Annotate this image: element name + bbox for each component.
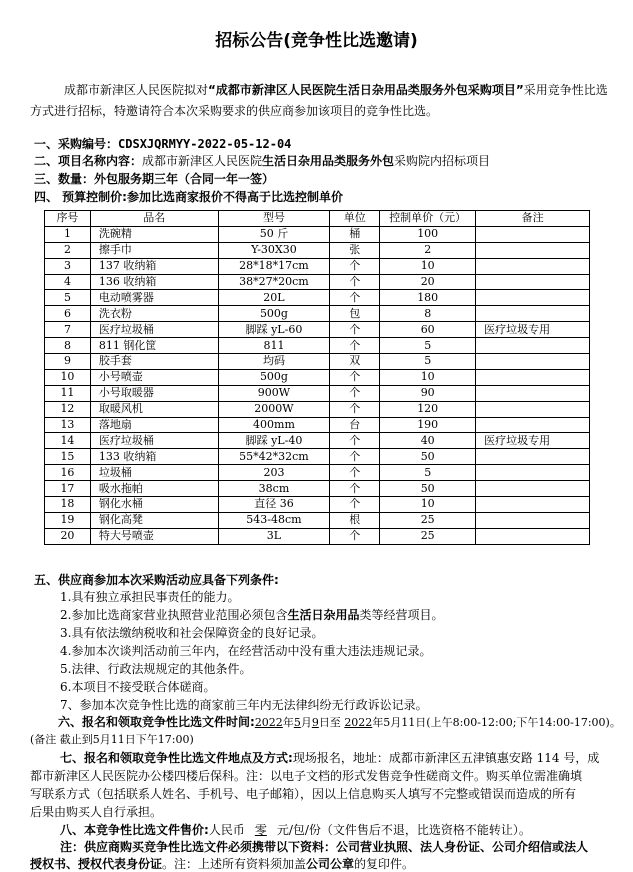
cell-note <box>476 481 590 497</box>
cell-price: 60 <box>380 322 476 338</box>
cell-unit: 台 <box>330 417 380 433</box>
cell-name: 小号取暖器 <box>90 385 218 401</box>
page-title: 招标公告(竞争性比选邀请) <box>215 31 418 51</box>
start-month-unit: 月 <box>300 716 312 729</box>
cell-price: 10 <box>380 497 476 513</box>
cell-no: 7 <box>45 322 91 338</box>
cell-note <box>476 242 590 258</box>
cell-model: 3L <box>218 528 330 544</box>
cell-model: 脚踩 yL-40 <box>218 433 330 449</box>
cell-name: 137 收纳箱 <box>90 258 218 274</box>
requirement-2-bold: 生活日杂用品 <box>287 608 360 622</box>
cell-model: 55*42*32cm <box>218 449 330 465</box>
cell-name: 擦手巾 <box>90 242 218 258</box>
section-2 <box>34 152 490 169</box>
cell-no: 20 <box>45 528 91 544</box>
section-9-bold1: 授权书、授权代表身份证 <box>30 857 163 871</box>
cell-unit: 个 <box>330 258 380 274</box>
cell-name: 811 钢化筐 <box>90 338 218 354</box>
cell-unit: 个 <box>330 449 380 465</box>
col-header-no: 序号 <box>45 211 91 227</box>
cell-no: 6 <box>45 306 91 322</box>
cell-price: 90 <box>380 385 476 401</box>
cell-price: 100 <box>380 226 476 242</box>
cell-note: 医疗垃圾专用 <box>476 322 590 338</box>
requirement-4: 4.参加本次谈判活动前三年内，在经营活动中没有重大违法违规记录。 <box>60 644 432 658</box>
cell-unit: 个 <box>330 528 380 544</box>
table-row <box>45 322 590 338</box>
table-row <box>45 385 590 401</box>
table-row <box>45 242 590 258</box>
requirement-7: 7、参加本次竞争性比选的商家前三年内无法律纠纷无行政诉讼记录。 <box>60 698 428 712</box>
cell-price: 8 <box>380 306 476 322</box>
cell-unit: 个 <box>330 338 380 354</box>
cell-note <box>476 401 590 417</box>
cell-unit: 个 <box>330 385 380 401</box>
col-header-note: 备注 <box>476 211 590 227</box>
start-year-unit: 年 <box>282 716 294 729</box>
price-pre: 人民币 <box>208 823 245 837</box>
start-year: 2022 <box>254 716 283 729</box>
cell-price: 10 <box>380 369 476 385</box>
cell-model: 203 <box>218 465 330 481</box>
section-5-label: 五、供应商参加本次采购活动应具备下列条件: <box>34 573 279 587</box>
cell-price: 25 <box>380 528 476 544</box>
section-1 <box>34 135 291 152</box>
cell-name: 医疗垃圾桶 <box>90 322 218 338</box>
project-pre: 成都市新津区人民医院 <box>142 154 263 168</box>
cell-note <box>476 306 590 322</box>
cell-no: 18 <box>45 497 91 513</box>
cell-model: 50 斤 <box>218 226 330 242</box>
cell-model: 811 <box>218 338 330 354</box>
section-6-note: (备注 截止到5月11日下午17:00) <box>30 733 194 746</box>
section-4: 四、 预算控制价:参加比选商家报价不得高于比选控制单价 <box>34 190 343 204</box>
cell-note <box>476 258 590 274</box>
requirement-2-pre: 2.参加比选商家营业执照营业范围必须包含 <box>60 608 288 622</box>
intro-project-name: “成都市新津区人民医院生活日杂用品类服务外包采购项目” <box>208 83 524 97</box>
section-7-line4: 后果由购买人自行承担。 <box>30 805 163 819</box>
section-6 <box>58 713 621 730</box>
cell-name: 钢化水桶 <box>90 497 218 513</box>
cell-no: 1 <box>45 226 91 242</box>
price-post: 元/包/份（文件售后不退，比选资格不能转让）。 <box>276 823 531 837</box>
cell-no: 9 <box>45 354 91 370</box>
section-1-label: 一、采购编号： <box>34 137 119 151</box>
cell-price: 180 <box>380 290 476 306</box>
cell-price: 25 <box>380 512 476 528</box>
cell-note <box>476 449 590 465</box>
cell-no: 2 <box>45 242 91 258</box>
cell-no: 12 <box>45 401 91 417</box>
cell-name: 洗碗精 <box>90 226 218 242</box>
cell-name: 取暖风机 <box>90 401 218 417</box>
cell-unit: 包 <box>330 306 380 322</box>
cell-note <box>476 274 590 290</box>
cell-price: 120 <box>380 401 476 417</box>
cell-name: 133 收纳箱 <box>90 449 218 465</box>
price-value: 零 <box>254 823 267 837</box>
cell-model: 脚踩 yL-60 <box>218 322 330 338</box>
cell-note <box>476 528 590 544</box>
cell-note <box>476 290 590 306</box>
cell-price: 50 <box>380 481 476 497</box>
cell-no: 14 <box>45 433 91 449</box>
col-header-model: 型号 <box>218 211 330 227</box>
cell-name: 洗衣粉 <box>90 306 218 322</box>
cell-price: 5 <box>380 465 476 481</box>
cell-model: 直径 36 <box>218 497 330 513</box>
table-row <box>45 354 590 370</box>
table-row <box>45 512 590 528</box>
section-3: 三、数量：外包服务期三年（合同一年一签） <box>34 172 275 186</box>
start-month: 5 <box>293 716 301 729</box>
intro-paragraph <box>30 80 610 122</box>
cell-no: 15 <box>45 449 91 465</box>
cell-price: 5 <box>380 354 476 370</box>
cell-note <box>476 385 590 401</box>
section-9-line2 <box>30 855 414 872</box>
cell-note <box>476 226 590 242</box>
section-7-line3: 写联系方式（包括联系人姓名、手机号、电子邮箱），因以上信息购买人填写不完整或错误而造成的所有 <box>30 787 577 801</box>
section-9-mid: 。注：上述所有资料须加盖 <box>162 857 307 871</box>
cell-unit: 个 <box>330 465 380 481</box>
cell-unit: 张 <box>330 242 380 258</box>
cell-unit: 桶 <box>330 226 380 242</box>
cell-price: 190 <box>380 417 476 433</box>
cell-no: 13 <box>45 417 91 433</box>
cell-no: 10 <box>45 369 91 385</box>
cell-name: 小号喷壶 <box>90 369 218 385</box>
cell-unit: 个 <box>330 433 380 449</box>
cell-unit: 个 <box>330 369 380 385</box>
cell-unit: 个 <box>330 290 380 306</box>
price-table <box>44 210 590 545</box>
cell-price: 40 <box>380 433 476 449</box>
requirement-2 <box>60 606 443 623</box>
section-7-text1: 现场报名，地址：成都市新津区五津镇惠安路 114 号，成 <box>292 751 600 765</box>
cell-note <box>476 512 590 528</box>
cell-note: 医疗垃圾专用 <box>476 433 590 449</box>
end-rest: 年5月11日(上午8:00-12:00;下午14:00-17:00)。 <box>372 716 621 729</box>
table-row <box>45 338 590 354</box>
cell-model: 均码 <box>218 354 330 370</box>
intro-text-2: 采用竞争性比选方式进行招标，特邀请符合本次采购要求的供应商参加该项目的竞争性比选。 <box>30 83 608 118</box>
cell-model: 38cm <box>218 481 330 497</box>
table-row <box>45 401 590 417</box>
cell-no: 17 <box>45 481 91 497</box>
cell-name: 特大号喷壶 <box>90 528 218 544</box>
table-row <box>45 258 590 274</box>
cell-note <box>476 465 590 481</box>
cell-name: 吸水拖帕 <box>90 481 218 497</box>
cell-model: 38*27*20cm <box>218 274 330 290</box>
section-7-line1 <box>60 749 599 766</box>
cell-note <box>476 338 590 354</box>
table-row <box>45 274 590 290</box>
project-post: 采购院内招标项目 <box>394 154 491 168</box>
cell-model: 28*18*17cm <box>218 258 330 274</box>
cell-note <box>476 369 590 385</box>
table-row <box>45 497 590 513</box>
intro-text-1: 成都市新津区人民医院拟对 <box>64 83 209 97</box>
cell-model: 400mm <box>218 417 330 433</box>
table-row <box>45 290 590 306</box>
cell-no: 19 <box>45 512 91 528</box>
cell-name: 钢化高凳 <box>90 512 218 528</box>
start-day: 9 <box>311 716 319 729</box>
cell-no: 4 <box>45 274 91 290</box>
cell-price: 10 <box>380 258 476 274</box>
cell-price: 50 <box>380 449 476 465</box>
section-9-line1: 注：供应商购买竞争性比选文件必须携带以下资料：公司营业执照、法人身份证、公司介绍信或法人 <box>60 840 589 854</box>
end-year: 2022 <box>344 716 373 729</box>
cell-note <box>476 497 590 513</box>
cell-unit: 双 <box>330 354 380 370</box>
cell-unit: 个 <box>330 401 380 417</box>
cell-price: 5 <box>380 338 476 354</box>
table-header-row <box>45 211 590 227</box>
col-header-unit: 单位 <box>330 211 380 227</box>
section-9-post: 的复印件。 <box>354 857 415 871</box>
table-row <box>45 465 590 481</box>
cell-price: 2 <box>380 242 476 258</box>
cell-model: Y-30X30 <box>218 242 330 258</box>
table-row <box>45 369 590 385</box>
requirement-5: 5.法律、行政法规规定的其他条件。 <box>60 662 252 676</box>
cell-unit: 个 <box>330 322 380 338</box>
requirement-1: 1.具有独立承担民事责任的能力。 <box>60 590 240 604</box>
section-8 <box>60 821 531 838</box>
cell-model: 2000W <box>218 401 330 417</box>
section-7-label: 七、报名和领取竞争性比选文件地点及方式: <box>60 751 293 765</box>
cell-unit: 个 <box>330 497 380 513</box>
table-row <box>45 306 590 322</box>
table-row <box>45 481 590 497</box>
cell-note <box>476 354 590 370</box>
cell-note <box>476 417 590 433</box>
start-day-unit: 日至 <box>318 716 341 729</box>
cell-no: 3 <box>45 258 91 274</box>
section-2-label: 二、项目名称内容： <box>34 154 143 168</box>
table-row <box>45 417 590 433</box>
cell-model: 500g <box>218 306 330 322</box>
col-header-name: 品名 <box>90 211 218 227</box>
table-row <box>45 433 590 449</box>
section-8-label: 八、本竞争性比选文件售价: <box>60 823 209 837</box>
cell-model: 500g <box>218 369 330 385</box>
cell-name: 电动喷雾器 <box>90 290 218 306</box>
cell-no: 11 <box>45 385 91 401</box>
section-7-line2: 都市新津区人民医院办公楼四楼后保科。注：以电子文档的形式发售竞争性磋商文件。购买单位需准确填 <box>30 769 583 783</box>
cell-no: 8 <box>45 338 91 354</box>
requirement-2-post: 类等经营项目。 <box>359 608 444 622</box>
cell-no: 16 <box>45 465 91 481</box>
project-bold: 生活日杂用品类服务外包 <box>262 154 395 168</box>
cell-name: 136 收纳箱 <box>90 274 218 290</box>
cell-price: 20 <box>380 274 476 290</box>
cell-unit: 个 <box>330 274 380 290</box>
cell-model: 543-48cm <box>218 512 330 528</box>
col-header-price: 控制单价（元） <box>380 211 476 227</box>
cell-model: 900W <box>218 385 330 401</box>
table-row <box>45 449 590 465</box>
cell-model: 20L <box>218 290 330 306</box>
cell-name: 落地扇 <box>90 417 218 433</box>
table-row <box>45 528 590 544</box>
requirement-6: 6.本项目不接受联合体磋商。 <box>60 680 216 694</box>
table-row <box>45 226 590 242</box>
cell-name: 胶手套 <box>90 354 218 370</box>
cell-no: 5 <box>45 290 91 306</box>
cell-unit: 根 <box>330 512 380 528</box>
cell-unit: 个 <box>330 481 380 497</box>
requirement-3: 3.具有依法缴纳税收和社会保障资金的良好记录。 <box>60 626 324 640</box>
cell-name: 医疗垃圾桶 <box>90 433 218 449</box>
procurement-number: CDSXJQRMYY-2022-05-12-04 <box>118 137 292 151</box>
section-6-label: 六、报名和领取竞争性比选文件时间: <box>58 715 255 729</box>
section-9-bold2: 公司公章 <box>306 857 355 871</box>
cell-name: 垃圾桶 <box>90 465 218 481</box>
